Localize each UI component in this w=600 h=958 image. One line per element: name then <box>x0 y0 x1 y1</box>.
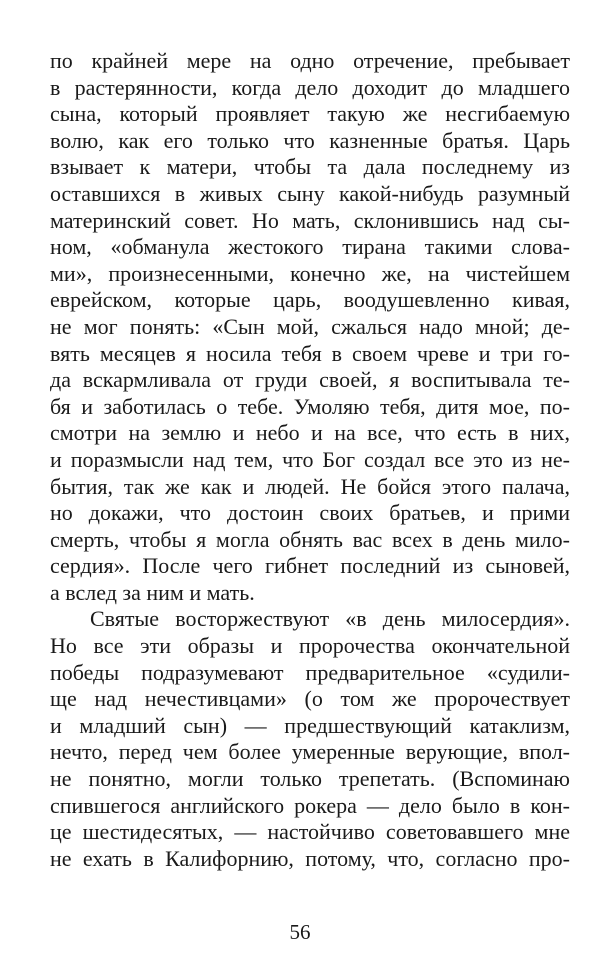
text-line: ще над нечестивцами» (о том же пророчествует <box>50 686 570 712</box>
text-line: Но все эти образы и пророчества окончательной <box>50 633 570 659</box>
text-line: и младший сын) — предшествующий катаклизм, <box>50 712 570 738</box>
text-line: оставшихся в живых сыну какой-нибудь разумный <box>50 180 570 206</box>
text-line: в растерянности, когда дело доходит до младшего <box>50 74 570 100</box>
text-line: бя и заботилась о тебе. Умоляю тебя, дитя мое, по- <box>50 393 570 419</box>
text-line: волю, как его только что казненные братья. Царь <box>50 127 570 153</box>
text-line: ном, «обманула жестокого тирана такими слова- <box>50 234 570 260</box>
text-line: по крайней мере на одно отречение, пребывает <box>50 48 570 73</box>
text-line: еврейском, которые царь, воодушевленно кивая, <box>50 287 570 313</box>
text-line: не мог понять: «Сын мой, сжалься надо мной; де- <box>50 313 570 339</box>
text-line: да вскармливала от груди своей, я воспитывала те- <box>50 367 570 393</box>
page-number: 56 <box>289 920 311 944</box>
text-line: бытия, так же как и людей. Не бойся этого палача, <box>50 473 570 499</box>
text-line: а вслед за ним и мать. <box>50 579 255 605</box>
text-line: победы подразумевают предварительное «судили- <box>50 659 570 685</box>
text-line: материнский совет. Но мать, склонившись над сы- <box>50 207 570 233</box>
text-line: нечто, перед чем более умеренные верующие, впол- <box>50 739 570 765</box>
text-line: смотри на землю и небо и на все, что есть в них, <box>50 420 570 446</box>
text-line: взывает к матери, чтобы та дала последнему из <box>50 154 570 180</box>
text-line: вять месяцев я носила тебя в своем чреве и три го- <box>50 340 570 366</box>
text-line: сына, который проявляет такую же несгибаемую <box>50 101 570 127</box>
text-line: но докажи, что достоин своих братьев, и прими <box>50 500 570 526</box>
text-line: не понятно, могли только трепетать. (Вспоминаю <box>50 766 570 792</box>
text-line: спившегося английского рокера — дело было в кон- <box>50 792 570 818</box>
text-line: не ехать в Калифорнию, потому, что, согласно про- <box>50 845 570 871</box>
text-line: ми», произнесенными, конечно же, на чистейшем <box>50 260 570 286</box>
text-line: це шестидесятых, — настойчиво советовавшего мне <box>50 819 570 845</box>
paragraph <box>50 48 570 606</box>
text-line: Святые восторжествуют «в день милосердия». <box>90 606 570 632</box>
page-body-text <box>50 48 570 872</box>
text-line: и поразмысли над тем, что Бог создал все это из не- <box>50 446 570 472</box>
text-line: сердия». После чего гибнет последний из сыновей, <box>50 553 570 579</box>
text-line: смерть, чтобы я могла обнять вас всех в день мило- <box>50 526 570 552</box>
paragraph <box>50 606 570 872</box>
